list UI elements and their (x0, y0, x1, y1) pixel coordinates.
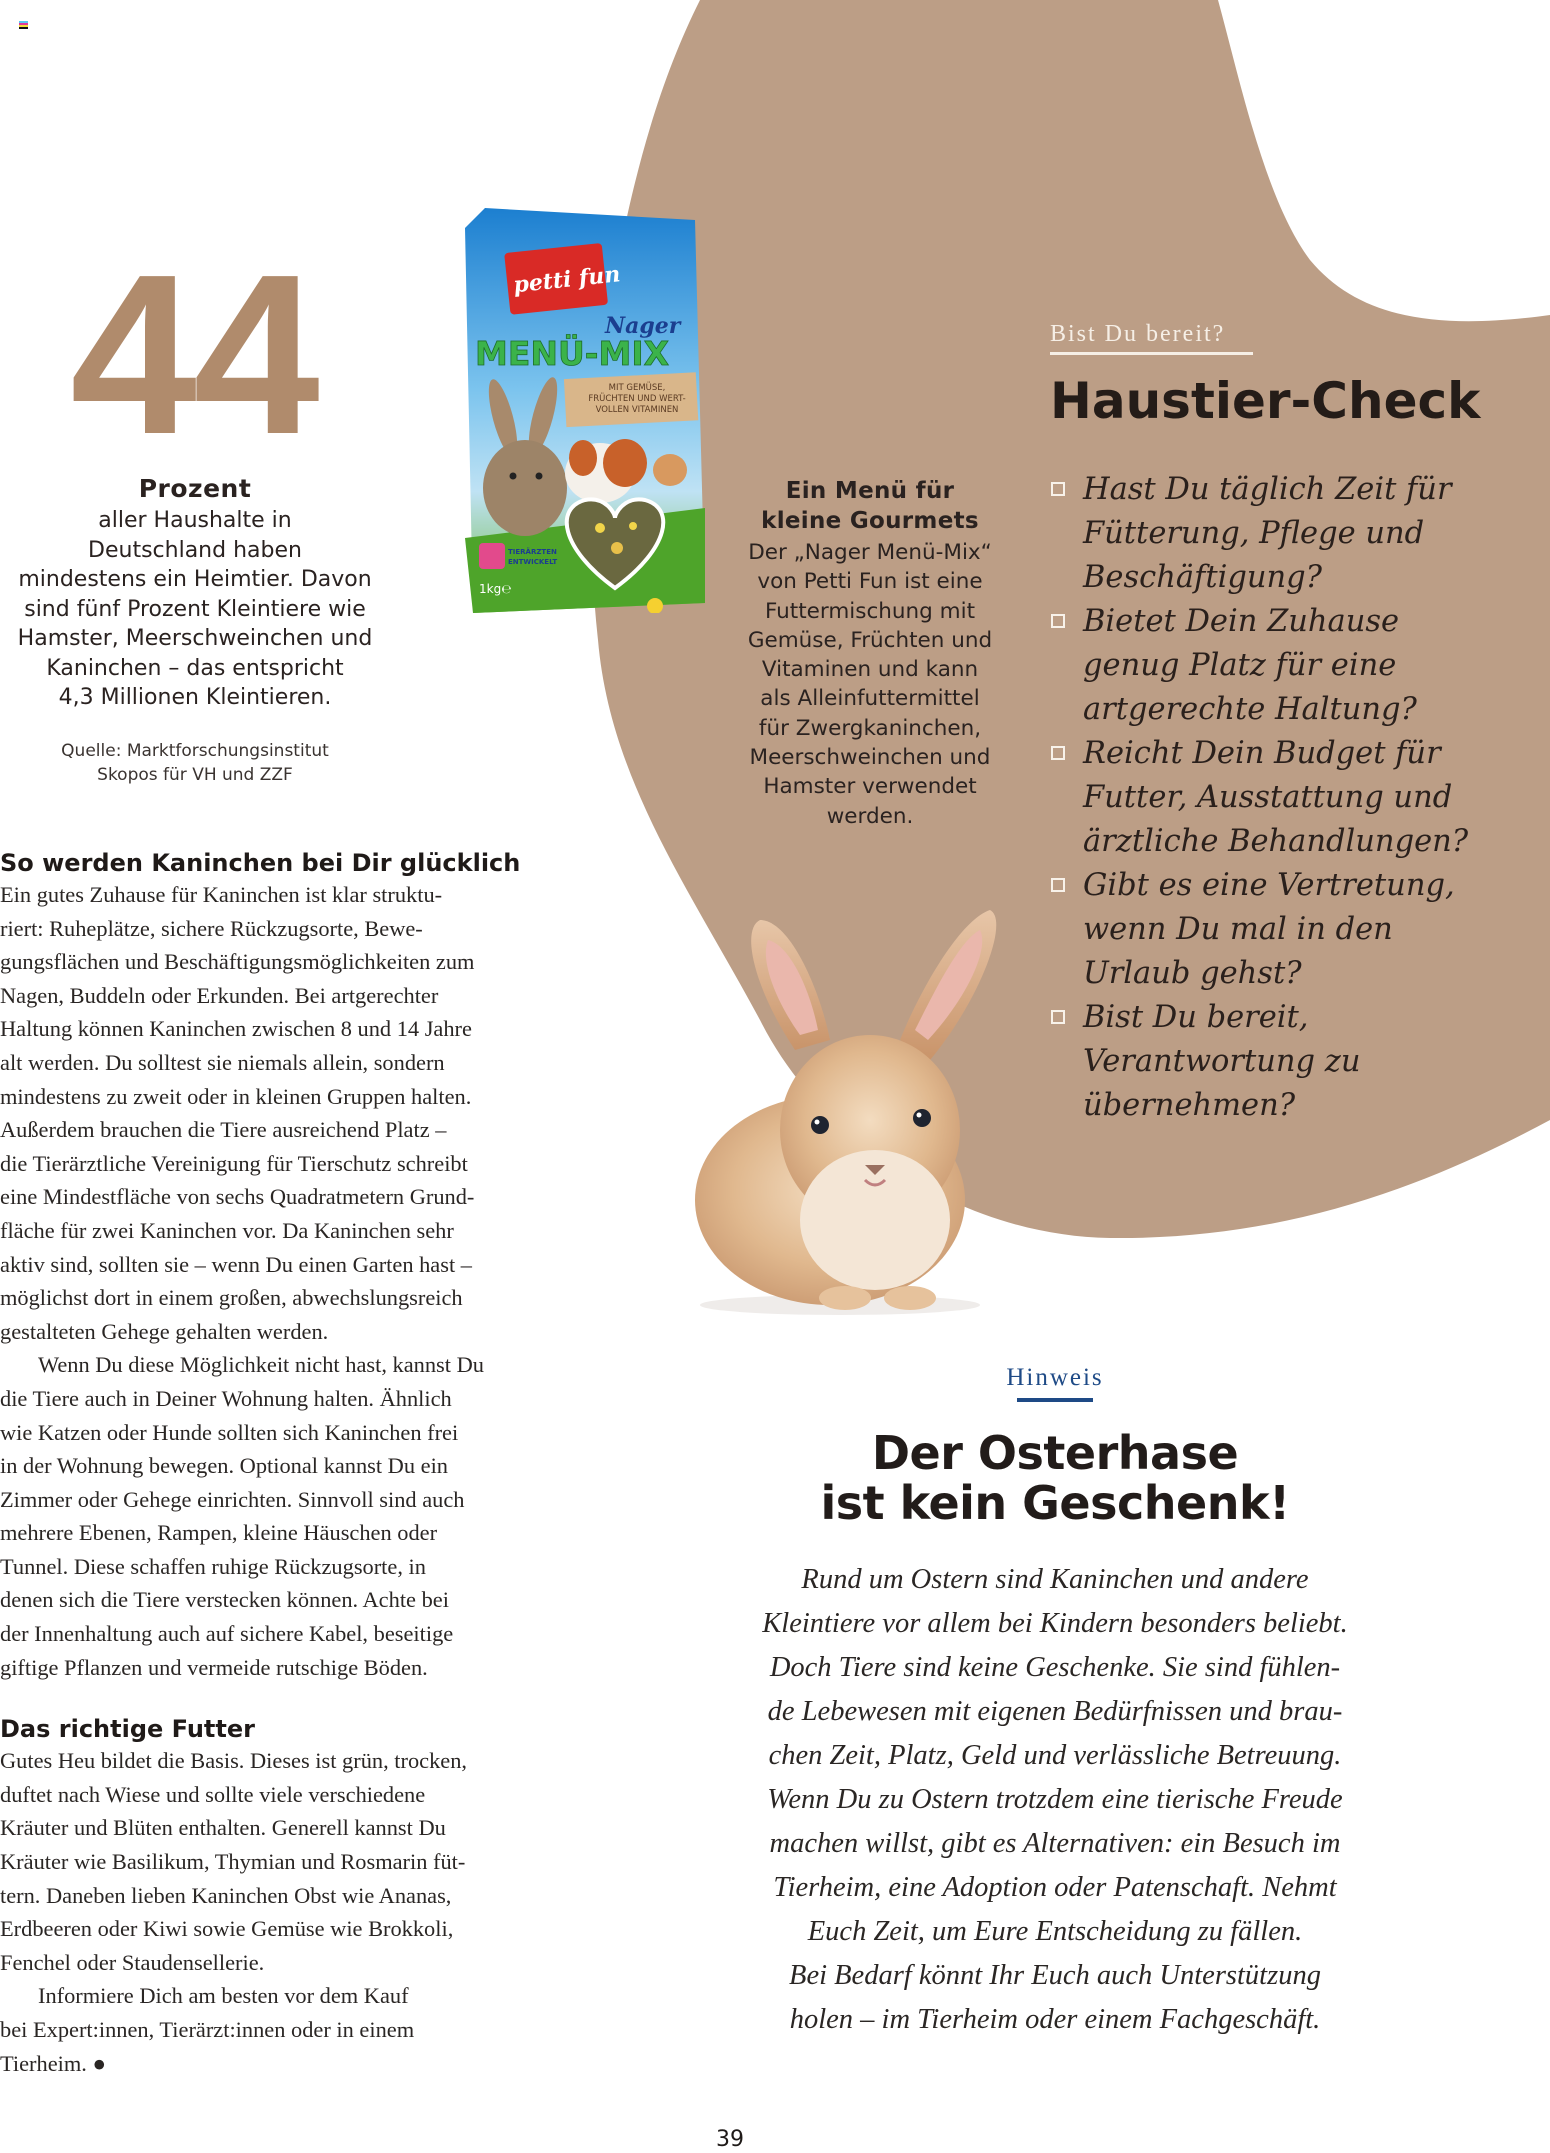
caption-title-line: Ein Menü für (785, 478, 955, 504)
article-line: Haltung können Kaninchen zwischen 8 und 14 Jahre (0, 1016, 472, 1042)
article-line: gungsflächen und Beschäftigungsmöglichkeiten zum (0, 949, 475, 975)
article-line: denen sich die Tiere verstecken können. Achte bei (0, 1587, 449, 1613)
checklist-line: genug Platz für eine (1083, 648, 1397, 683)
stat-source (0, 739, 390, 787)
source-line: Skopos für VH und ZZF (97, 764, 293, 785)
product-weight: 1kg℮ (479, 582, 512, 596)
kicker-underline (1050, 352, 1253, 355)
product-brand: petti fun (512, 261, 622, 299)
hinweis-title (690, 1428, 1420, 1528)
article-paragraph (0, 1744, 580, 1979)
check-kicker (1050, 318, 1253, 355)
article-line: aktiv sind, sollten sie – wenn Du einen Garten hast – (0, 1251, 472, 1277)
checkbox-icon[interactable] (1051, 878, 1065, 892)
stat-line: sind fünf Prozent Kleintiere wie (24, 596, 366, 622)
hinweis-line: Rund um Ostern sind Kaninchen und andere (801, 1564, 1309, 1595)
product-subtitle: Nager (605, 313, 681, 339)
product-bag-image (465, 208, 705, 613)
caption-line: von Petti Fun ist eine (757, 569, 983, 595)
article-line: fläche für zwei Kaninchen vor. Da Kaninchen sehr (0, 1217, 454, 1243)
article-line: in der Wohnung bewegen. Optional kannst Du ein (0, 1453, 448, 1479)
article-paragraph (0, 878, 580, 1348)
checklist-line: Gibt es eine Vertretung, (1083, 868, 1455, 903)
article-line: Fenchel oder Staudensellerie. (0, 1949, 265, 1975)
article-line: Erdbeeren oder Kiwi sowie Gemüse wie Brokkoli, (0, 1916, 454, 1942)
article-line: möglichst dort in einem großen, abwechslungsreich (0, 1285, 463, 1311)
caption-line: Meerschweinchen und (749, 745, 991, 771)
hinweis-title-line: Der Osterhase (871, 1426, 1239, 1480)
hinweis-line: Doch Tiere sind keine Geschenke. Sie sind fühlen- (769, 1652, 1341, 1683)
checklist-line: Hast Du täglich Zeit für (1083, 472, 1452, 507)
caption-line: Vitaminen und kann (761, 657, 979, 683)
article-line: eine Mindestfläche von sechs Quadratmetern Grund- (0, 1184, 475, 1210)
article-line: Zimmer oder Gehege einrichten. Sinnvoll sind auch (0, 1486, 465, 1512)
hinweis-box (690, 1362, 1420, 2042)
article-line: bei Expert:innen, Tierärzt:innen oder in einem (0, 2017, 415, 2042)
article-line: mehrere Ebenen, Rampen, kleine Häuschen oder (0, 1520, 438, 1546)
checklist-line: wenn Du mal in den (1083, 912, 1393, 947)
caption-line: Der „Nager Menü-Mix“ (748, 540, 992, 565)
checkbox-icon[interactable] (1051, 614, 1065, 628)
hinweis-line: de Lebewesen mit eigenen Bedürfnissen und brau- (767, 1696, 1343, 1727)
product-caption (732, 476, 1008, 831)
article-paragraph (0, 1348, 580, 1684)
stat-line: Kaninchen – das entspricht (46, 655, 344, 681)
kicker-underline (1017, 1398, 1093, 1402)
checklist-line: artgerechte Haltung? (1083, 692, 1417, 727)
article-paragraph (0, 1979, 580, 2080)
hinweis-line: Wenn Du zu Ostern trotzdem eine tierische Freude (767, 1784, 1343, 1815)
checklist-line: Bist Du bereit, (1083, 1000, 1309, 1035)
hinweis-line: machen willst, gibt es Alternativen: ein Besuch im (769, 1828, 1341, 1859)
product-banner-line: FRÜCHTEN UND WERT- (588, 394, 686, 404)
product-caption-title (732, 476, 1008, 536)
stat-line: mindestens ein Heimtier. Davon (18, 567, 372, 592)
checkbox-icon[interactable] (1051, 482, 1065, 496)
article-line: Außerdem brauchen die Tiere ausreichend Platz – (0, 1117, 447, 1143)
checklist (1050, 468, 1540, 1128)
checklist-line: Bietet Dein Zuhause (1083, 604, 1400, 639)
hinweis-title-line: ist kein Geschenk! (820, 1476, 1290, 1530)
source-line: Quelle: Marktforschungsinstitut (61, 740, 329, 761)
hinweis-line: Tierheim, eine Adoption oder Patenschaft. Nehmt (773, 1872, 1337, 1903)
caption-title-line: kleine Gourmets (761, 508, 979, 534)
caption-line: als Alleinfuttermittel (760, 686, 980, 712)
article-line: tern. Daneben lieben Kaninchen Obst wie Ananas, (0, 1882, 452, 1908)
checklist-line: Futter, Ausstattung und (1083, 780, 1453, 815)
stat-text (0, 506, 390, 713)
hinweis-kicker: Hinweis (1006, 1364, 1104, 1391)
checklist-item (1050, 600, 1540, 732)
product-banner-line: MIT GEMÜSE, (608, 383, 666, 393)
caption-line: Hamster verwendet (763, 774, 977, 800)
check-kicker-text: Bist Du bereit? (1050, 321, 1226, 347)
checklist-item (1050, 468, 1540, 600)
stat-line: 4,3 Millionen Kleintieren. (58, 685, 332, 710)
article-line: alt werden. Du solltest sie niemals allein, sondern (0, 1049, 445, 1075)
article-line: Wenn Du diese Möglichkeit nicht hast, kannst Du (38, 1352, 484, 1378)
article-heading: So werden Kaninchen bei Dir glücklich (0, 849, 521, 877)
product-badge-line: TIERÄRZTEN (508, 548, 557, 556)
checklist-line: Fütterung, Pflege und (1083, 516, 1425, 551)
product-name: MENÜ-MIX (475, 334, 670, 373)
print-mark-black (19, 27, 28, 29)
hinweis-line: Kleintiere vor allem bei Kindern besonders beliebt. (762, 1608, 1348, 1639)
article-line: Informiere Dich am besten vor dem Kauf (38, 1983, 409, 2009)
article-line: Kräuter wie Basilikum, Thymian und Rosmarin füt- (0, 1849, 466, 1875)
checklist-line: übernehmen? (1083, 1088, 1296, 1123)
checkbox-icon[interactable] (1051, 746, 1065, 760)
checklist-line: Verantwortung zu (1083, 1044, 1361, 1079)
hinweis-line: Bei Bedarf könnt Ihr Euch auch Unterstützung (789, 1960, 1321, 1991)
stat-big-number: 44 (70, 228, 316, 482)
checklist-item (1050, 732, 1540, 864)
article-line: wie Katzen oder Hunde sollten sich Kaninchen frei (0, 1419, 459, 1445)
checklist-line: Beschäftigung? (1083, 560, 1323, 595)
rabbit-photo (660, 880, 1020, 1320)
print-color-marks (19, 21, 28, 29)
caption-line: für Zwergkaninchen, (758, 715, 982, 741)
article-line: Gutes Heu bildet die Basis. Dieses ist grün, trocken, (0, 1748, 468, 1774)
article-line: duftet nach Wiese und sollte viele verschiedene (0, 1781, 426, 1807)
checklist-line: Reicht Dein Budget für (1083, 736, 1441, 771)
stat-label: Prozent (138, 474, 252, 503)
stat-line: Hamster, Meerschweinchen und (17, 626, 373, 651)
article-line: Ein gutes Zuhause für Kaninchen ist klar struktu- (0, 882, 443, 907)
article (0, 848, 580, 2080)
article-line: die Tierärztliche Vereinigung für Tierschutz schreibt (0, 1150, 468, 1176)
hinweis-line: Euch Zeit, um Eure Entscheidung zu fällen. (807, 1916, 1303, 1947)
page-number: 39 (716, 2127, 744, 2152)
article-line: Tunnel. Diese schaffen ruhige Rückzugsorte, in (0, 1553, 426, 1579)
checklist-item (1050, 996, 1540, 1128)
product-caption-text (732, 538, 1008, 831)
hinweis-text (690, 1558, 1420, 2042)
article-line: die Tiere auch in Deiner Wohnung halten. Ähnlich (0, 1385, 452, 1411)
caption-line: Gemüse, Früchten und (747, 627, 993, 653)
article-line: mindestens zu zweit oder in kleinen Gruppen halten. (0, 1083, 472, 1109)
article-heading: Das richtige Futter (0, 1715, 255, 1744)
article-line: gestalteten Gehege gehalten werden. (0, 1318, 329, 1344)
caption-line: werden. (826, 803, 914, 829)
article-line: Kräuter und Blüten enthalten. Generell kannst Du (0, 1815, 446, 1841)
stat-line: aller Haushalte in (98, 508, 292, 533)
article-line: der Innenhaltung auch auf sichere Kabel, beseitige (0, 1621, 454, 1647)
checklist-line: Urlaub gehst? (1083, 956, 1302, 991)
checklist-item (1050, 864, 1540, 996)
checkbox-icon[interactable] (1051, 1010, 1065, 1024)
caption-line: Futtermischung mit (764, 598, 975, 624)
stat-line: Deutschland haben (88, 537, 302, 563)
stat-description (0, 474, 390, 787)
article-line: giftige Pflanzen und vermeide rutschige Böden. (0, 1654, 428, 1680)
product-banner-line: VOLLEN VITAMINEN (595, 405, 679, 415)
checklist-line: ärztliche Behandlungen? (1083, 824, 1469, 859)
hinweis-line: chen Zeit, Platz, Geld und verlässliche Betreuung. (768, 1740, 1342, 1771)
article-line: Nagen, Buddeln oder Erkunden. Bei artgerechter (0, 982, 439, 1008)
check-title: Haustier-Check (1050, 372, 1481, 430)
product-badge-line: ENTWICKELT (508, 558, 558, 566)
article-line: Tierheim. ● (0, 2050, 106, 2076)
hinweis-line: holen – im Tierheim oder einem Fachgeschäft. (789, 2004, 1321, 2035)
article-line: riert: Ruheplätze, sichere Rückzugsorte, Bewe- (0, 915, 423, 941)
